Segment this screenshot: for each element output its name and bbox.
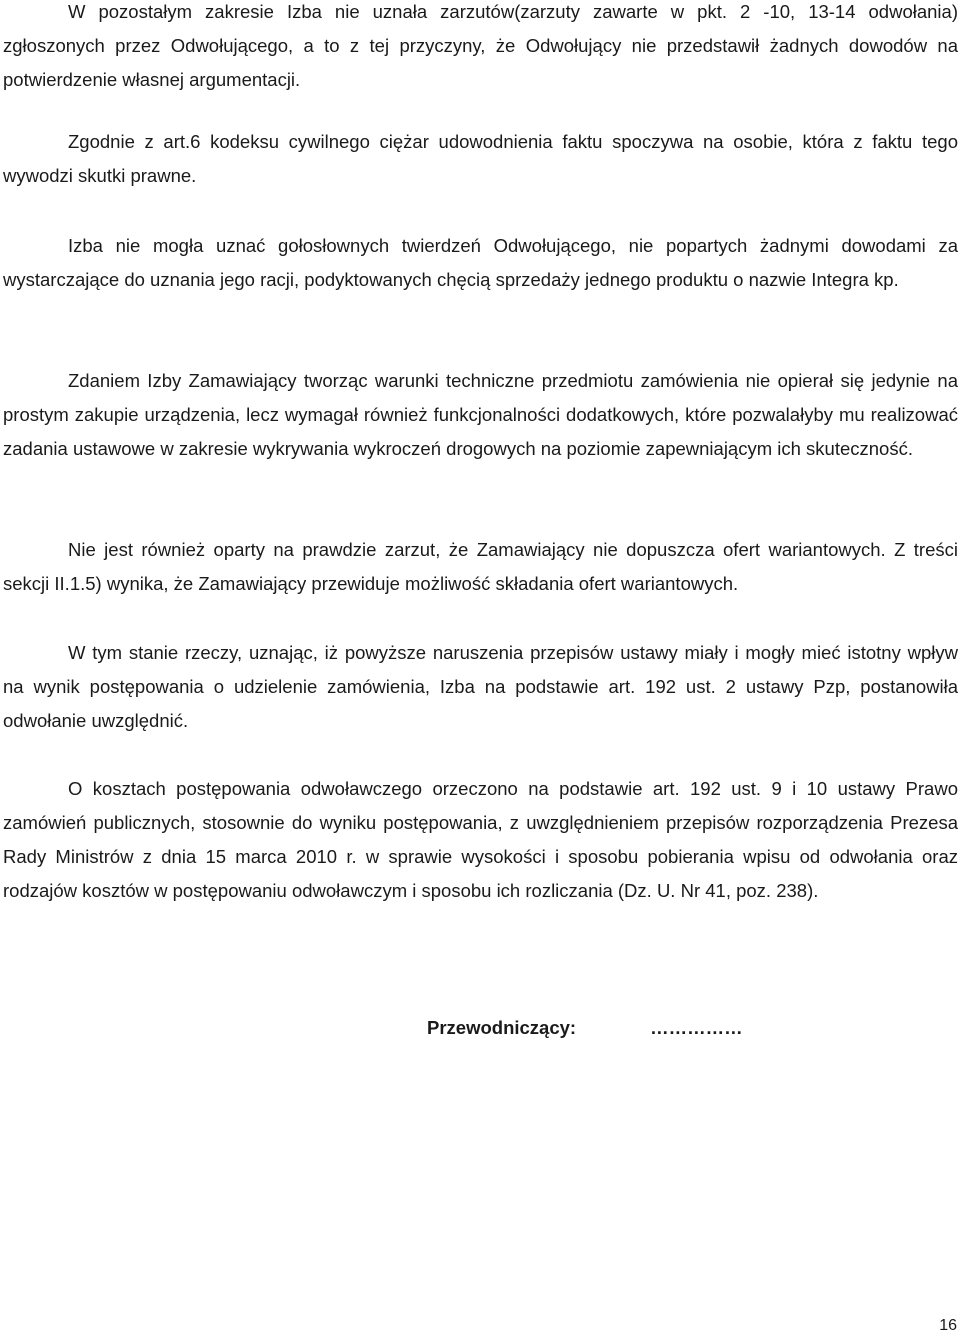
signature-placeholder: …………… [650,1017,743,1038]
paragraph-ruling: W tym stanie rzeczy, uznając, iż powyższe naruszenia przepisów ustawy miały i mogły mieć istotny wpływ na wynik postępowania o udzielenie zamówienia, Izba na podstawie art. 192 ust. 2 ustawy Pzp, postanowiła odwołanie uwzględnić. [3,642,958,731]
paragraph-costs: O kosztach postępowania odwoławczego orzeczono na podstawie art. 192 ust. 9 i 10 ustawy Prawo zamówień publicznych, stosownie do wyniku postępowania, z uwzględnieniem przepisów rozporządzenia Prezesa Rady Ministrów z dnia 15 marca 2010 r. w sprawie wysokości i sposobu pobierania wpisu od odwołania oraz rodzajów kosztów w postępowaniu odwoławczym i sposobu ich rozliczania (Dz. U. Nr 41, poz. 238). [3,778,958,901]
signature-label: Przewodniczący: [427,1017,577,1038]
signature-block [427,1011,743,1045]
paragraph-technical-requirements: Zdaniem Izby Zamawiający tworząc warunki techniczne przedmiotu zamówienia nie opierał się jedynie na prostym zakupie urządzenia, lecz wymagał również funkcjonalności dodatkowych, które pozwalałyby mu realizować zadania ustawowe w zakresie wykrywania wykroczeń drogowych na poziomie zapewniającym ich skuteczność. [3,370,958,459]
page-number: 16 [939,1317,957,1334]
document-page [3,0,958,1340]
paragraph-unsupported-claims: Izba nie mogła uznać gołosłownych twierdzeń Odwołującego, nie popartych żadnymi dowodami za wystarczające do uznania jego racji, podyktowanych chęcią sprzedaży jednego produktu o nazwie Integra kp. [3,235,958,290]
paragraph-variant-offers: Nie jest również oparty na prawdzie zarzut, że Zamawiający nie dopuszcza ofert wariantowych. Z treści sekcji II.1.5) wynika, że Zamawiający przewiduje możliwość składania ofert wariantowych. [3,539,958,594]
paragraph-burden-of-proof: Zgodnie z art.6 kodeksu cywilnego ciężar udowodnienia faktu spoczywa na osobie, która z faktu tego wywodzi skutki prawne. [3,131,958,186]
paragraph-unrecognized-charges: W pozostałym zakresie Izba nie uznała zarzutów(zarzuty zawarte w pkt. 2 -10, 13-14 odwołania) zgłoszonych przez Odwołującego, a to z tej przyczyny, że Odwołujący nie przedstawił żadnych dowodów na potwierdzenie własnej argumentacji. [3,1,958,90]
